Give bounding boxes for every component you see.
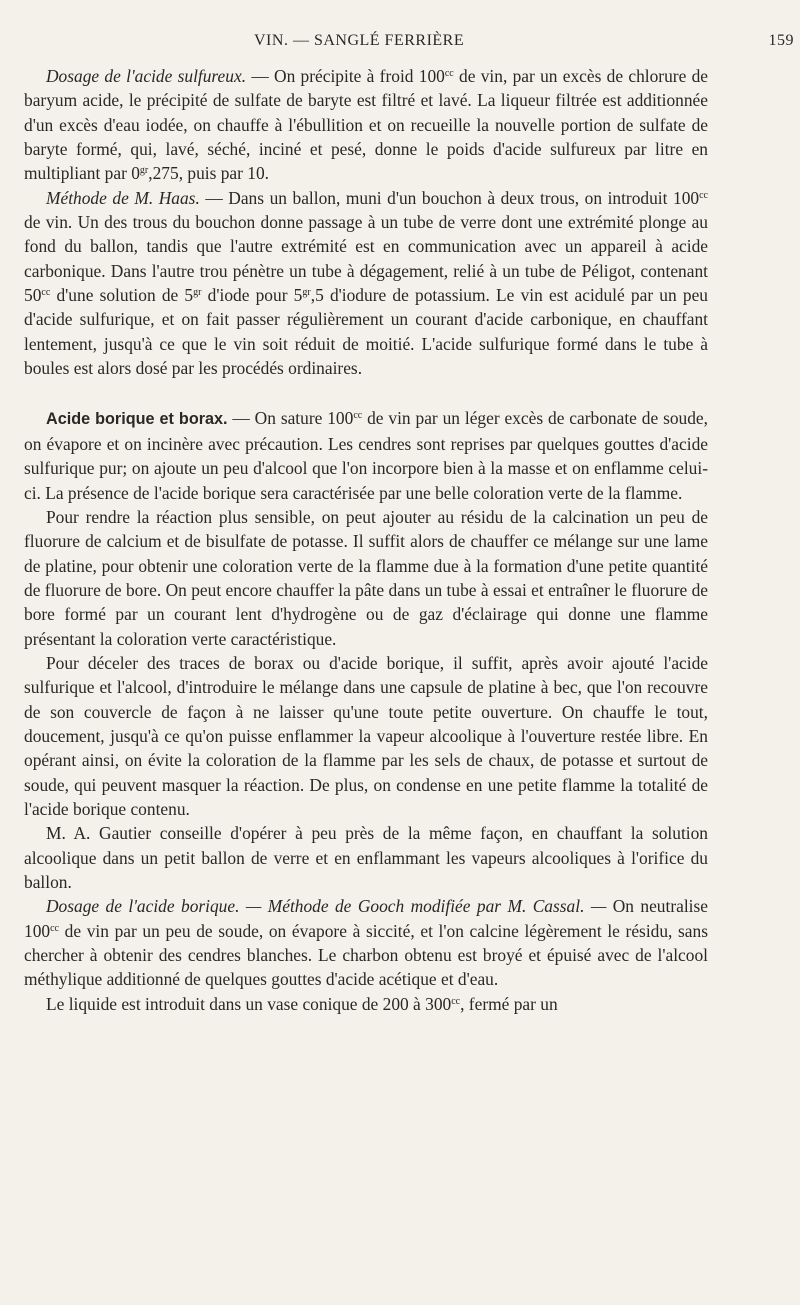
- unit-superscript: cc: [451, 995, 461, 1007]
- paragraph-sulfureux: [24, 64, 708, 186]
- text-run: de vin par un peu de soude, on évapore à siccité, et l'on calcine légèrement le résidu, sans chercher à obtenir des cendres blanches. Le charbon obtenu est broyé et épuisé avec de l'alcool méthylique additionné de quelques gouttes d'acide acétique et d'eau.: [24, 920, 708, 990]
- page-number: 159: [768, 32, 794, 49]
- unit-superscript: gr: [302, 287, 311, 299]
- text-run: de vin, par un excès de chlorure de baryum acide, le précipité de sulfate de baryte est filtré et lavé. La liqueur filtrée est additionnée d'un excès d'eau iodée, on chauffe à l'ébullition et on recueille la nouvelle portion de sulfate de baryte formé, qui, lavé, séché, inciné et pesé, donne le poids d'acide sulfureux par litre en multipliant par 0: [24, 66, 708, 184]
- paragraph-liquide: [24, 992, 708, 1016]
- text-run: — On sature 100: [227, 408, 354, 429]
- paragraph-acide-borique: [24, 406, 708, 504]
- text-run: Le liquide est introduit dans un vase conique de 200 à 300: [46, 993, 452, 1014]
- heading-dosage-acide-sulfureux: Dosage de l'acide sulfureux.: [46, 66, 247, 86]
- text-run: d'iode pour 5: [201, 285, 303, 306]
- text-run: d'une solution de 5: [50, 285, 194, 306]
- heading-acide-borique-borax: Acide borique et borax.: [46, 410, 228, 429]
- text-run: On neutralise 100: [24, 896, 708, 941]
- heading-methode-haas: Méthode de M. Haas.: [46, 187, 200, 208]
- paragraph-dosage-borique: [24, 894, 708, 991]
- paragraph-gautier: M. A. Gautier conseille d'opérer à peu près de la même façon, en chauffant la solution alcoolique dans un petit ballon de verre et en enflammant les vapeurs alcooliques à l'orifice du ballon.: [24, 823, 708, 892]
- running-head: [24, 28, 794, 56]
- unit-superscript: cc: [353, 410, 363, 422]
- paragraph-reaction-sensible: Pour rendre la réaction plus sensible, on peut ajouter au résidu de la calcination un peu de fluorure de calcium et de bisulfate de potasse. Il suffit alors de chauffer ce mélange sur une lame de platine, pour obtenir une coloration verte de la flamme due à la formation d'une petite quantité de fluorure de bore. On peut encore chauffer la pâte dans un tube à essai et entraîner le fluorure de bore formé par un courant lent d'hydrogène ou de gaz d'éclairage qui donne une flamme présentant la coloration verte caractéristique.: [24, 506, 708, 649]
- unit-superscript: gr: [139, 165, 149, 177]
- running-head-title: VIN. — SANGLÉ FERRIÈRE: [254, 32, 465, 49]
- unit-superscript: cc: [50, 922, 59, 934]
- paragraph-methode-haas: [24, 186, 708, 381]
- unit-superscript: cc: [41, 287, 51, 299]
- paragraph-traces-borax: Pour déceler des traces de borax ou d'acide borique, il suffit, après avoir ajouté l'acide sulfurique et l'alcool, d'introduire le mélange dans une capsule de platine à bec, que l'on recouvre de son couvercle de façon à ne laisser qu'une toute petite ouverture. On chauffe le tout, doucement, jusqu'à ce qu'on puisse enflammer la vapeur alcoolique à l'ouverture restée libre. En opérant ainsi, on évite la coloration de la flamme par les sels de chaux, de potasse et surtout de soude, qui peuvent masquer la réaction. De plus, on condense en une petite flamme la totalité de l'acide borique contenu.: [24, 652, 708, 819]
- unit-superscript: cc: [444, 68, 454, 79]
- text-run: de vin. Un des trous du bouchon donne passage à un tube de verre dont une extrémité plonge au fond du ballon, tandis que l'autre extrémité est en communication avec un appareil à acide carbonique. Dans l'autre trou pénètre un tube à dégagement, relié à un tube de Péligot, contenant 50: [24, 212, 708, 306]
- text-run: — Dans un ballon, muni d'un bouchon à deux trous, on introduit 100: [199, 187, 700, 208]
- heading-dosage-acide-borique: Dosage de l'acide borique. — Méthode de Gooch modifiée par M. Cassal. —: [46, 896, 607, 917]
- body-text: [24, 64, 708, 1016]
- text-run: ,275, puis par 10.: [148, 163, 270, 184]
- unit-superscript: cc: [699, 189, 708, 201]
- unit-superscript: gr: [193, 287, 202, 299]
- text-run: de vin par un léger excès de carbonate de soude, on évapore et on incinère avec précaution. Les cendres sont reprises par quelques gouttes d'acide sulfurique pur; on ajoute un peu d'alcool que l'on incorpore bien à la masse et on enflamme celui-ci. La présence de l'acide borique sera caractérisée par une belle coloration verte de la flamme.: [24, 408, 708, 503]
- text-run: , fermé par un: [460, 993, 558, 1014]
- text-run: — On précipite à froid 100: [246, 66, 445, 86]
- text-run: ,5 d'iodure de potassium. Le vin est acidulé par un peu d'acide sulfurique, et on fait passer régulièrement un courant d'acide carbonique, en chauffant lentement, jusqu'à ce que le vin soit réduit de moitié. L'acide sulfurique formé dans le tube à boules est alors dosé par les procédés ordinaires.: [24, 285, 708, 379]
